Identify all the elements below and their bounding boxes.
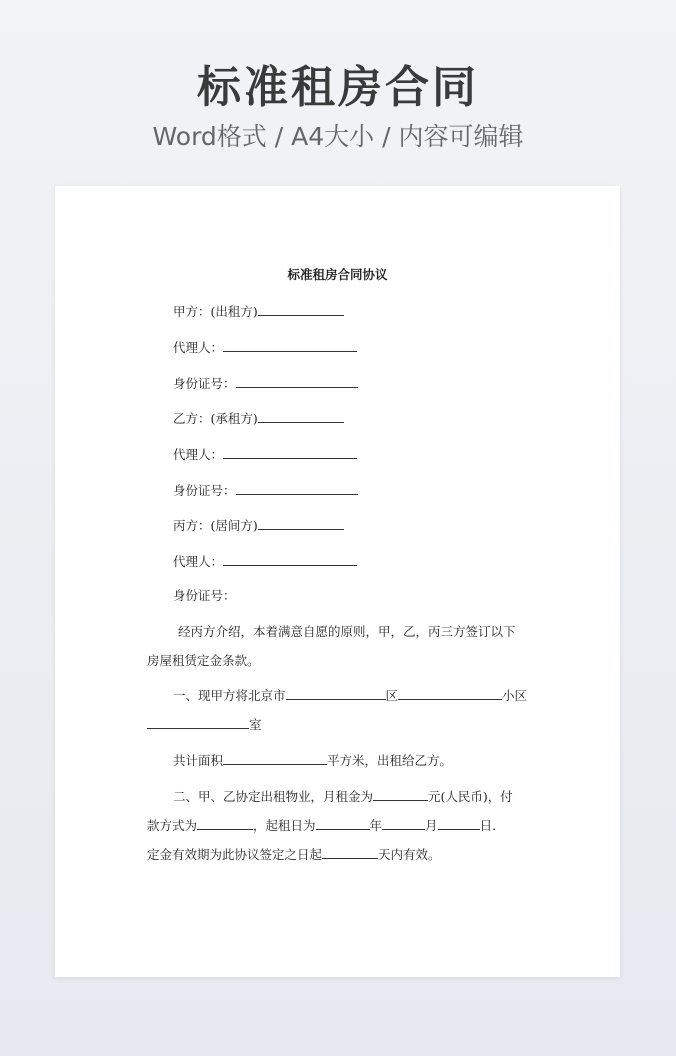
clause-2-line-2-prefix: 款方式为 — [147, 818, 198, 833]
clause-2-days-blank[interactable] — [322, 845, 378, 859]
clause-2-line-3-suffix: 天内有效。 — [378, 847, 441, 862]
party-c-id-label: 身份证号： — [173, 588, 236, 603]
party-a-agent-blank[interactable] — [223, 338, 357, 352]
clause-2-day: 日. — [479, 818, 497, 833]
clause-1-line-1 — [173, 686, 527, 705]
clause-1-community: 小区 — [502, 688, 528, 703]
clause-2-line-2 — [147, 816, 496, 835]
party-b-agent-line — [173, 445, 357, 464]
intro-line-1: 经丙方介绍，本着满意自愿的原则，甲，乙，丙三方签订以下 — [178, 624, 516, 639]
clause-1-area-blank[interactable] — [223, 751, 327, 765]
clause-2-payment-blank[interactable] — [197, 816, 253, 830]
clause-1-room-blank[interactable] — [147, 715, 249, 729]
party-b-id-blank[interactable] — [236, 481, 358, 495]
clause-2-line-1-prefix: 二、甲、乙协定出租物业，月租金为 — [173, 789, 374, 804]
page-title: 标准租房合同 — [197, 62, 479, 113]
clause-2-start-label: ，起租日为 — [253, 818, 316, 833]
party-c-line — [173, 516, 344, 535]
clause-2-month: 月 — [425, 818, 438, 833]
clause-2-line-1-suffix: 元(人民币)，付 — [428, 789, 513, 804]
clause-2-line-1 — [173, 787, 513, 806]
page-subtitle: Word格式 / A4大小 / 内容可编辑 — [152, 122, 524, 151]
clause-1-area-line — [173, 751, 452, 770]
party-a-label: 甲方：(出租方) — [173, 304, 258, 319]
clause-1-area-suffix: 平方米，出租给乙方。 — [327, 753, 453, 768]
party-c-label: 丙方：(居间方) — [173, 518, 258, 533]
party-c-id-line — [173, 587, 236, 605]
clause-1-prefix: 一、现甲方将北京市 — [173, 688, 286, 703]
party-a-agent-line — [173, 338, 357, 357]
party-b-id-line — [173, 481, 358, 500]
party-b-line — [173, 409, 344, 428]
document-body — [55, 186, 620, 977]
party-a-blank[interactable] — [258, 302, 344, 316]
party-c-agent-label: 代理人： — [173, 554, 224, 569]
party-c-agent-blank[interactable] — [223, 552, 357, 566]
header — [0, 58, 676, 154]
party-b-agent-label: 代理人： — [173, 447, 224, 462]
party-a-id-blank[interactable] — [236, 374, 358, 388]
clause-1-district: 区 — [385, 688, 399, 703]
document-title: 标准租房合同协议 — [287, 267, 388, 282]
party-a-line — [173, 302, 344, 321]
intro-line-2: 房屋租赁定金条款。 — [147, 653, 260, 668]
clause-1-room: 室 — [249, 717, 262, 732]
clause-2-line-3 — [147, 845, 441, 864]
clause-1-area-prefix: 共计面积 — [173, 753, 224, 768]
party-a-agent-label: 代理人： — [173, 340, 224, 355]
document-page — [55, 186, 620, 977]
party-b-id-label: 身份证号： — [173, 483, 236, 498]
party-b-agent-blank[interactable] — [223, 445, 357, 459]
clause-2-rent-blank[interactable] — [373, 787, 428, 801]
party-b-label: 乙方：(承租方) — [173, 411, 258, 426]
party-a-id-line — [173, 374, 358, 393]
clause-1-district-blank[interactable] — [398, 686, 502, 700]
clause-1-city-blank[interactable] — [286, 686, 386, 700]
party-a-id-label: 身份证号： — [173, 376, 236, 391]
clause-1-line-2 — [147, 715, 262, 734]
party-b-blank[interactable] — [258, 409, 344, 423]
party-c-agent-line — [173, 552, 357, 571]
clause-2-day-blank[interactable] — [438, 816, 480, 830]
clause-2-month-blank[interactable] — [382, 816, 425, 830]
clause-2-year-blank[interactable] — [316, 816, 370, 830]
clause-2-year: 年 — [369, 818, 383, 833]
party-c-blank[interactable] — [258, 516, 344, 530]
clause-2-line-3-prefix: 定金有效期为此协议签定之日起 — [147, 847, 323, 862]
